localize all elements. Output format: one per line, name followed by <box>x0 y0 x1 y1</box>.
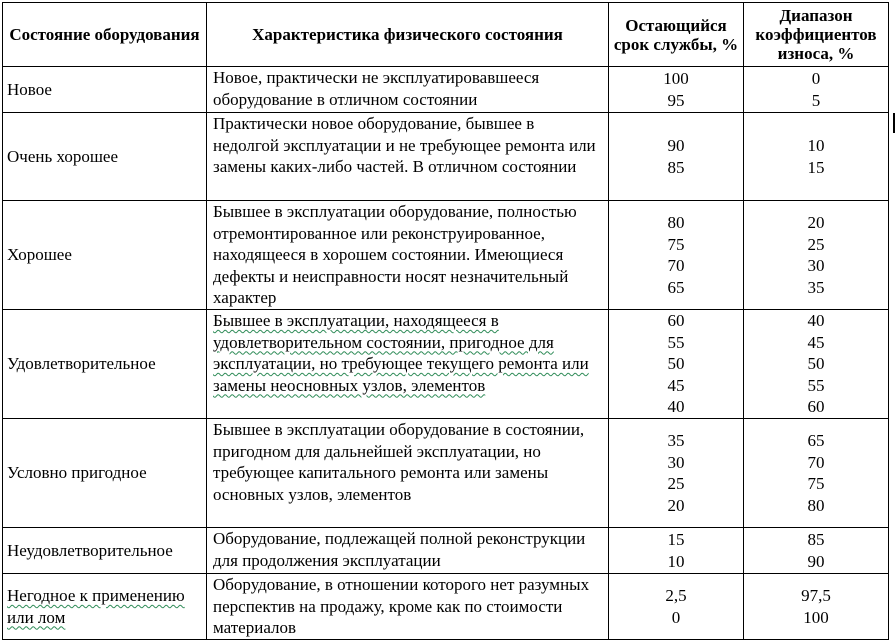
condition-cell <box>3 574 207 640</box>
wear-value: 97,5 <box>801 586 831 605</box>
remaining-value: 0 <box>671 607 681 627</box>
wear-value: 40 <box>807 311 825 331</box>
wear-cell <box>744 67 889 113</box>
remaining-cell <box>609 528 744 574</box>
wear-value: 15 <box>807 157 825 177</box>
remaining-cell <box>609 574 744 640</box>
remaining-value: 60 <box>667 311 685 331</box>
condition-cell: Новое <box>3 67 207 113</box>
condition-cell: Очень хорошее <box>3 113 207 201</box>
wear-value: 60 <box>807 397 825 417</box>
remaining-value: 50 <box>667 354 685 374</box>
table-row <box>3 419 889 528</box>
wear-cell <box>744 113 889 201</box>
remaining-cell <box>609 113 744 201</box>
remaining-cell <box>609 419 744 528</box>
remaining-value: 20 <box>667 495 685 515</box>
remaining-value: 75 <box>667 234 685 254</box>
remaining-value: 40 <box>667 397 685 417</box>
header-row <box>3 3 889 67</box>
remaining-value: 100 <box>663 69 689 88</box>
description-cell: Оборудование, в отношении которого нет разумных перспектив на продажу, кроме как по стоимости материалов <box>207 574 609 640</box>
wear-value: 30 <box>807 256 825 275</box>
remaining-cell <box>609 201 744 310</box>
remaining-value: 15 <box>667 530 685 549</box>
remaining-value: 80 <box>667 213 685 232</box>
description-cell: Оборудование, подлежащей полной реконструкции для продолжения эксплуатации <box>207 528 609 574</box>
header-wear-range: Диапазон коэффициентов износа, % <box>744 3 889 67</box>
wear-value: 85 <box>807 530 825 549</box>
remaining-value: 35 <box>667 431 685 450</box>
header-remaining-life: Остающийся срок службы, % <box>609 3 744 67</box>
table-row <box>3 310 889 419</box>
document-page <box>2 2 889 640</box>
wear-cell <box>744 201 889 310</box>
wear-value: 0 <box>811 69 821 88</box>
equipment-condition-table <box>2 2 889 640</box>
header-condition: Состояние оборудования <box>3 3 207 67</box>
remaining-value: 55 <box>667 332 685 352</box>
wear-value: 50 <box>807 354 825 374</box>
description-cell: Бывшее в эксплуатации оборудование, полностью отремонтированное или реконструированное, находящееся в хорошем состоянии. Имеющиеся дефекты и неисправности носят незначительный характер <box>207 201 609 310</box>
header-characteristic: Характеристика физического состояния <box>207 3 609 67</box>
description-cell: Новое, практически не эксплуатировавшееся оборудование в отличном состоянии <box>207 67 609 113</box>
wear-value: 80 <box>807 495 825 515</box>
condition-cell: Неудовлетворительное <box>3 528 207 574</box>
remaining-value: 45 <box>667 375 685 395</box>
condition-cell: Условно пригодное <box>3 419 207 528</box>
remaining-value: 10 <box>667 551 685 571</box>
wear-value: 20 <box>807 213 825 232</box>
wear-cell <box>744 310 889 419</box>
wear-cell <box>744 574 889 640</box>
wear-value: 45 <box>807 332 825 352</box>
description-cell: Бывшее в эксплуатации оборудование в состоянии, пригодном для дальнейшей эксплуатации, но требующее капитального ремонта или замены основных узлов, элементов <box>207 419 609 528</box>
table-row <box>3 528 889 574</box>
remaining-value: 90 <box>667 136 685 155</box>
table-row <box>3 113 889 201</box>
remaining-value: 30 <box>667 452 685 472</box>
table-row <box>3 201 889 310</box>
remaining-value: 2,5 <box>665 586 687 605</box>
description-text: Бывшее в эксплуатации, находящееся в удовлетворительном состоянии, пригодное для эксплуатации, но требующее текущего ремонта или замены неосновных узлов, элементов <box>213 311 589 395</box>
remaining-value: 70 <box>667 256 685 275</box>
wear-value: 35 <box>807 277 825 297</box>
remaining-value: 65 <box>667 277 685 297</box>
condition-cell: Удовлетворительное <box>3 310 207 419</box>
wear-value: 55 <box>807 375 825 395</box>
wear-value: 25 <box>807 234 825 254</box>
remaining-cell <box>609 67 744 113</box>
condition-text: Негодное к применению или лом <box>7 586 185 627</box>
wear-cell <box>744 528 889 574</box>
table-row <box>3 67 889 113</box>
remaining-cell <box>609 310 744 419</box>
wear-value: 65 <box>807 431 825 450</box>
remaining-value: 85 <box>667 157 685 177</box>
wear-value: 5 <box>811 90 821 110</box>
wear-value: 90 <box>807 551 825 571</box>
wear-value: 10 <box>807 136 825 155</box>
description-cell <box>207 310 609 419</box>
condition-cell: Хорошее <box>3 201 207 310</box>
wear-value: 70 <box>807 452 825 472</box>
remaining-value: 95 <box>667 90 685 110</box>
wear-value: 100 <box>803 607 829 627</box>
remaining-value: 25 <box>667 474 685 493</box>
wear-value: 75 <box>807 474 825 493</box>
table-row <box>3 574 889 640</box>
description-cell: Практически новое оборудование, бывшее в недолгой эксплуатации и не требующее ремонта или замены каких-либо частей. В отличном состоянии <box>207 113 609 201</box>
wear-cell <box>744 419 889 528</box>
